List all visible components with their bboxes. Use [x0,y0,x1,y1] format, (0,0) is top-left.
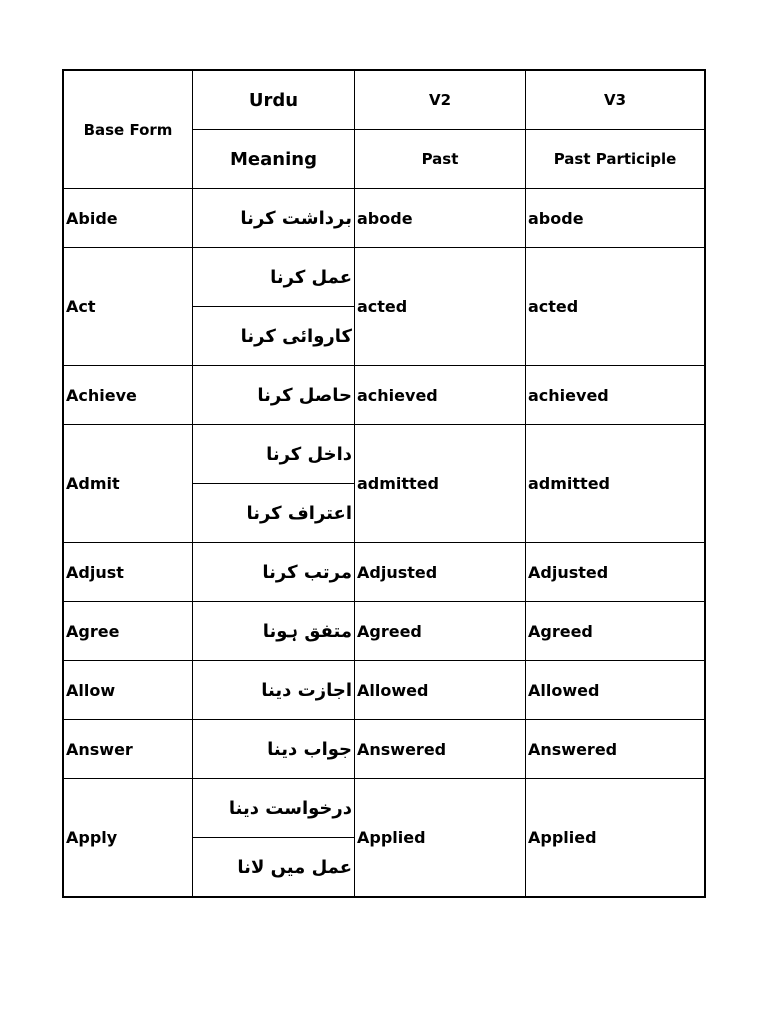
urdu-meaning-cell: جواب دینا [193,720,355,779]
header-v2: V2 [355,71,526,130]
header-past-participle: Past Participle [526,130,705,189]
v3-past-participle-cell: achieved [526,366,705,425]
urdu-meaning-cell: کاروائی کرنا [193,307,355,366]
table-row [64,366,705,425]
v2-past-cell: Applied [355,779,526,897]
table-row [64,425,705,484]
table-row [64,661,705,720]
v3-past-participle-cell: Answered [526,720,705,779]
v2-past-cell: abode [355,189,526,248]
base-form-cell: Apply [64,779,193,897]
urdu-meaning-cell: عمل کرنا [193,248,355,307]
table-row [64,779,705,838]
v2-past-cell: achieved [355,366,526,425]
v3-past-participle-cell: abode [526,189,705,248]
header-row-1 [64,71,705,130]
urdu-meaning-cell: حاصل کرنا [193,366,355,425]
base-form-cell: Achieve [64,366,193,425]
base-form-cell: Adjust [64,543,193,602]
v3-past-participle-cell: admitted [526,425,705,543]
header-meaning: Meaning [193,130,355,189]
v2-past-cell: Allowed [355,661,526,720]
v2-past-cell: Adjusted [355,543,526,602]
v3-past-participle-cell: Agreed [526,602,705,661]
v3-past-participle-cell: Adjusted [526,543,705,602]
table-row [64,248,705,307]
v2-past-cell: acted [355,248,526,366]
table-body [64,71,705,897]
table-row [64,543,705,602]
base-form-cell: Admit [64,425,193,543]
v3-past-participle-cell: Allowed [526,661,705,720]
base-form-cell: Answer [64,720,193,779]
v2-past-cell: admitted [355,425,526,543]
v3-past-participle-cell: Applied [526,779,705,897]
table-row [64,602,705,661]
urdu-meaning-cell: مرتب کرنا [193,543,355,602]
base-form-cell: Abide [64,189,193,248]
urdu-meaning-cell: عمل میں لانا [193,838,355,897]
urdu-meaning-cell: اعتراف کرنا [193,484,355,543]
urdu-meaning-cell: داخل کرنا [193,425,355,484]
urdu-meaning-cell: درخواست دینا [193,779,355,838]
header-urdu: Urdu [193,71,355,130]
table-row [64,189,705,248]
header-past: Past [355,130,526,189]
v2-past-cell: Answered [355,720,526,779]
table-row [64,720,705,779]
header-v3: V3 [526,71,705,130]
header-base-form: Base Form [64,71,193,189]
verb-forms-table [63,70,705,897]
urdu-meaning-cell: برداشت کرنا [193,189,355,248]
urdu-meaning-cell: اجازت دینا [193,661,355,720]
base-form-cell: Agree [64,602,193,661]
base-form-cell: Act [64,248,193,366]
urdu-meaning-cell: متفق ہونا [193,602,355,661]
base-form-cell: Allow [64,661,193,720]
v2-past-cell: Agreed [355,602,526,661]
v3-past-participle-cell: acted [526,248,705,366]
